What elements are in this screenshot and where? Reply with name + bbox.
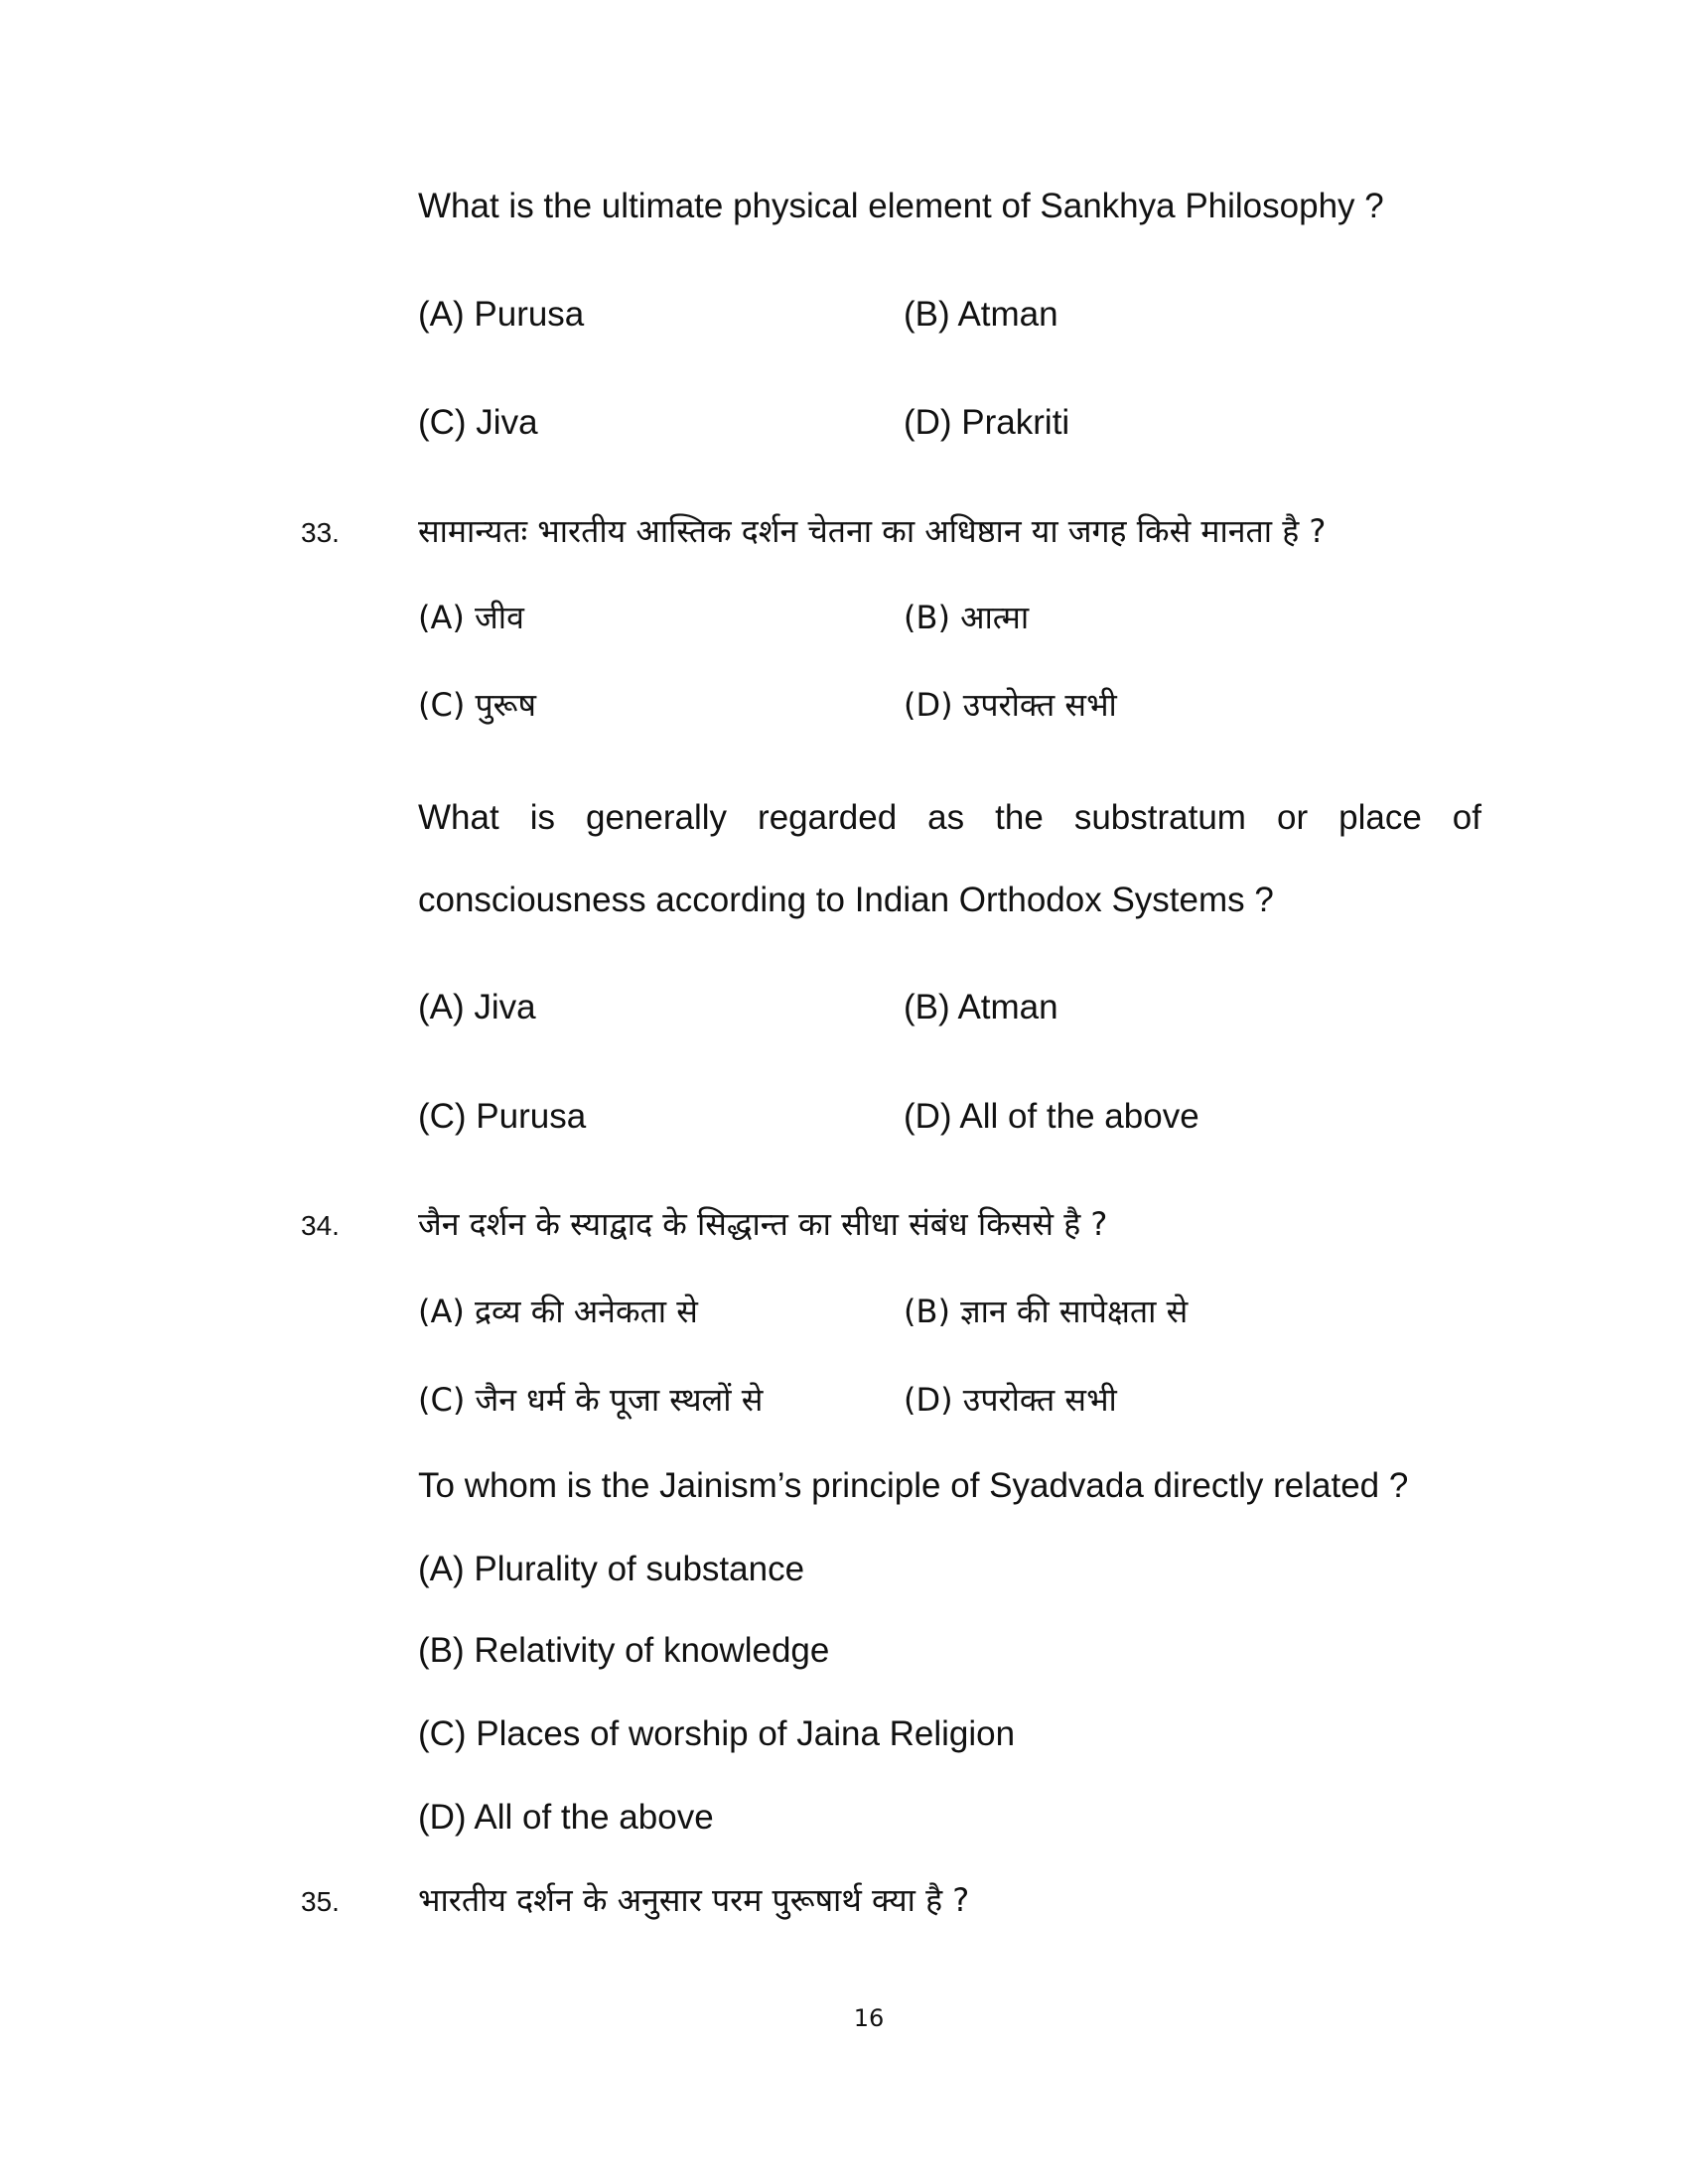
page-number: 16: [853, 2004, 885, 2032]
q33-hindi-option-d: (D) उपरोक्त सभी: [904, 686, 1117, 724]
q34-hindi-option-b: (B) ज्ञान की सापेक्षता से: [904, 1293, 1189, 1330]
q33-hindi-option-c: (C) पुरूष: [418, 686, 537, 724]
q33-option-c: (C) Purusa: [418, 1097, 587, 1136]
question-34-english-text: To whom is the Jainism’s principle of Syadvada directly related ?: [418, 1466, 1409, 1505]
question-33-number: 33.: [301, 517, 340, 548]
q32-option-b: (B) Atman: [904, 295, 1058, 334]
q33-hindi-option-a: (A) जीव: [418, 599, 524, 636]
q34-option-c: (C) Places of worship of Jaina Religion: [418, 1714, 1016, 1753]
question-35-number: 35.: [301, 1886, 340, 1917]
q33-hindi-option-b: (B) आत्मा: [904, 599, 1030, 636]
question-32-english-text: What is the ultimate physical element of Sankhya Philosophy ?: [418, 187, 1384, 225]
q33-option-b: (B) Atman: [904, 988, 1058, 1026]
question-34-number: 34.: [301, 1210, 340, 1241]
q32-option-c: (C) Jiva: [418, 403, 538, 442]
question-33-english-line-2: consciousness according to Indian Orthodox Systems ?: [418, 881, 1274, 919]
q34-hindi-option-c: (C) जैन धर्म के पूजा स्थलों से: [418, 1381, 764, 1419]
q34-option-a: (A) Plurality of substance: [418, 1550, 805, 1588]
question-34-hindi-text: जैन दर्शन के स्याद्वाद के सिद्धान्त का सीधा संबंध किससे है ?: [418, 1205, 1108, 1243]
q34-option-b: (B) Relativity of knowledge: [418, 1631, 830, 1670]
question-33-english-line-1: What is generally regarded as the substratum or place of: [418, 798, 1481, 837]
q34-hindi-option-d: (D) उपरोक्त सभी: [904, 1381, 1117, 1419]
q33-option-d: (D) All of the above: [904, 1097, 1199, 1136]
q34-hindi-option-a: (A) द्रव्य की अनेकता से: [418, 1293, 698, 1330]
q32-option-d: (D) Prakriti: [904, 403, 1070, 442]
q34-option-d: (D) All of the above: [418, 1798, 714, 1837]
question-33-hindi-text: सामान्यतः भारतीय आस्तिक दर्शन चेतना का अधिष्ठान या जगह किसे मानता है ?: [418, 512, 1327, 550]
q33-option-a: (A) Jiva: [418, 988, 536, 1026]
q32-option-a: (A) Purusa: [418, 295, 585, 334]
question-35-hindi-text: भारतीय दर्शन के अनुसार परम पुरूषार्थ क्या है ?: [418, 1881, 970, 1919]
